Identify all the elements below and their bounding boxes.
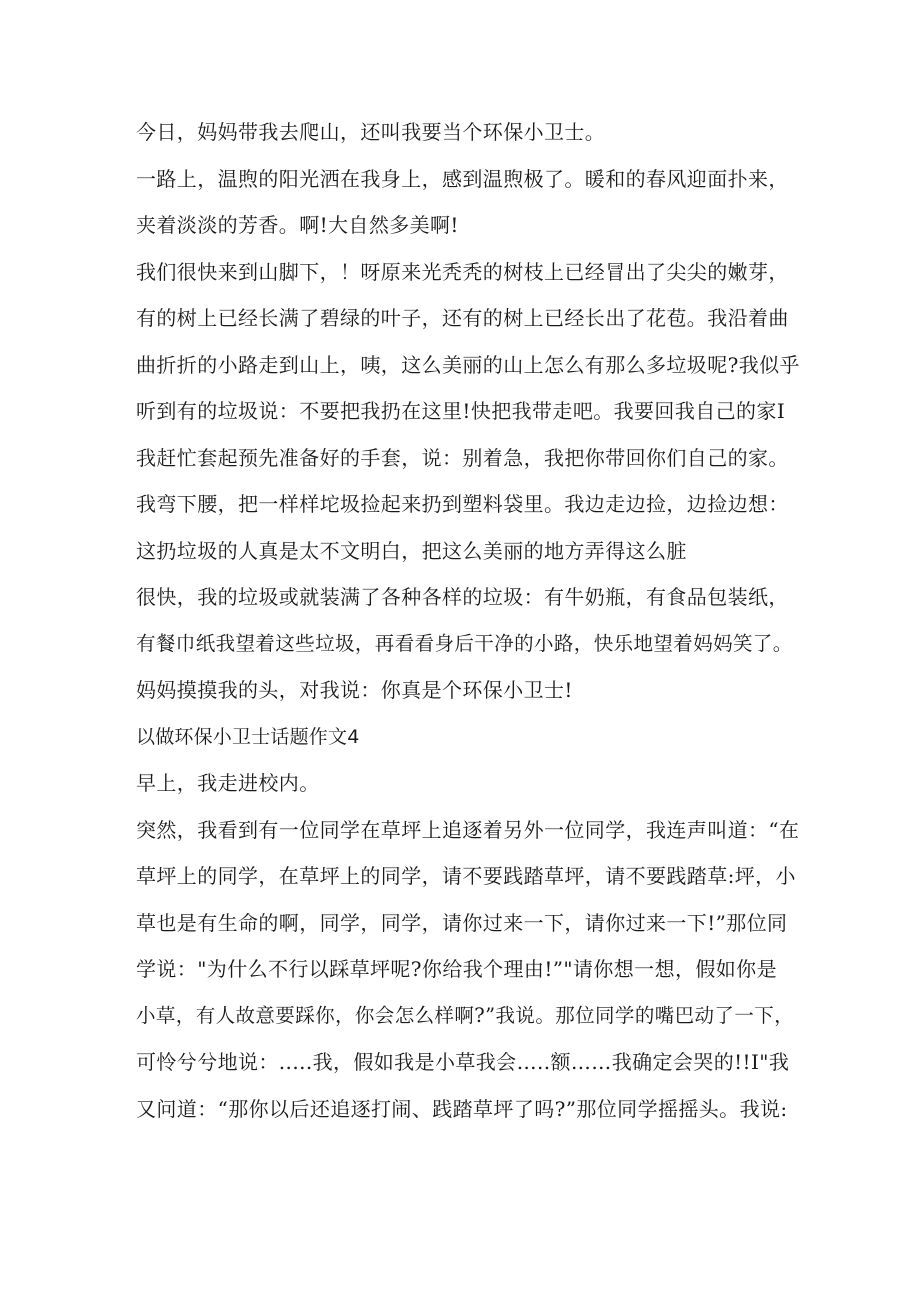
text-line: 妈妈摸摸我的头，对我说：你真是个环保小卫士!	[136, 678, 573, 702]
text-line: 这扔垃圾的人真是太不文明白，把这么美丽的地方弄得这么脏	[136, 538, 687, 563]
body-text	[136, 114, 800, 1137]
text-line: 夹着淡淡的芳香。啊!大自然多美啊!	[136, 213, 459, 237]
text-line: 小草，有人故意要踩你，你会怎么样啊?”我说。那位同学的嘴巴动了一下，	[136, 1003, 795, 1027]
text-line: 一路上，温煦的阳光洒在我身上，感到温煦极了。暖和的春风迎面扑来，	[136, 166, 789, 191]
text-line: 很快，我的垃圾或就装满了各种各样的垃圾：有牛奶瓶，有食品包装纸，	[136, 585, 789, 609]
text-line: 又问道：“那你以后还追逐打闹、践踏草坪了吗?”那位同学摇摇头。我说:	[136, 1096, 788, 1121]
text-line: 草坪上的同学，在草坪上的同学，请不要践踏草坪，请不要践踏草:坪，小	[136, 864, 796, 888]
text-line: 可怜兮兮地说：.....我，假如我是小草我会…..额……我确定会哭的!!I"我	[136, 1050, 790, 1074]
text-line: 我弯下腰，把一样样坨圾捡起来扔到塑料袋里。我边走边捡，边捡边想：	[136, 492, 789, 516]
text-line: 早上，我走进校内。	[136, 771, 320, 795]
text-line: 突然，我看到有一位同学在草坪上追逐着另外一位同学，我连声叫道：“在	[136, 817, 800, 842]
text-line: 听到有的垃圾说：不要把我扔在这里!快把我带走吧。我要回我自己的家I	[136, 399, 786, 423]
text-line: 今日，妈妈带我去爬山，还叫我要当个环保小卫士。	[136, 120, 606, 144]
text-line: 有的树上已经长满了碧绿的叶子，还有的树上已经长出了花苞。我沿着曲	[136, 306, 789, 330]
text-line: 曲折折的小路走到山上，咦，这么美丽的山上怎么有那么多垃圾呢?我似乎	[136, 352, 800, 377]
text-line: 有餐巾纸我望着这些垃圾，再看看身后干净的小路，快乐地望着妈妈笑了。	[136, 631, 793, 655]
text-line: 学说："为什么不行以踩草坪呢?你给我个理由!”"请你想一想，假如你是	[136, 957, 777, 981]
text-line: 草也是有生命的啊，同学，同学，请你过来一下，请你过来一下!”那位同	[136, 910, 788, 935]
text-line: 我们很快来到山脚下，！呀原来光秃秃的树枝上已经冒出了尖尖的嫩芽，	[136, 259, 789, 284]
section-heading: 以做环保小卫士话题作文4	[136, 725, 360, 748]
text-line: 我赶忙套起预先准备好的手套，说：别着急，我把你带回你们自己的家。	[136, 445, 789, 470]
